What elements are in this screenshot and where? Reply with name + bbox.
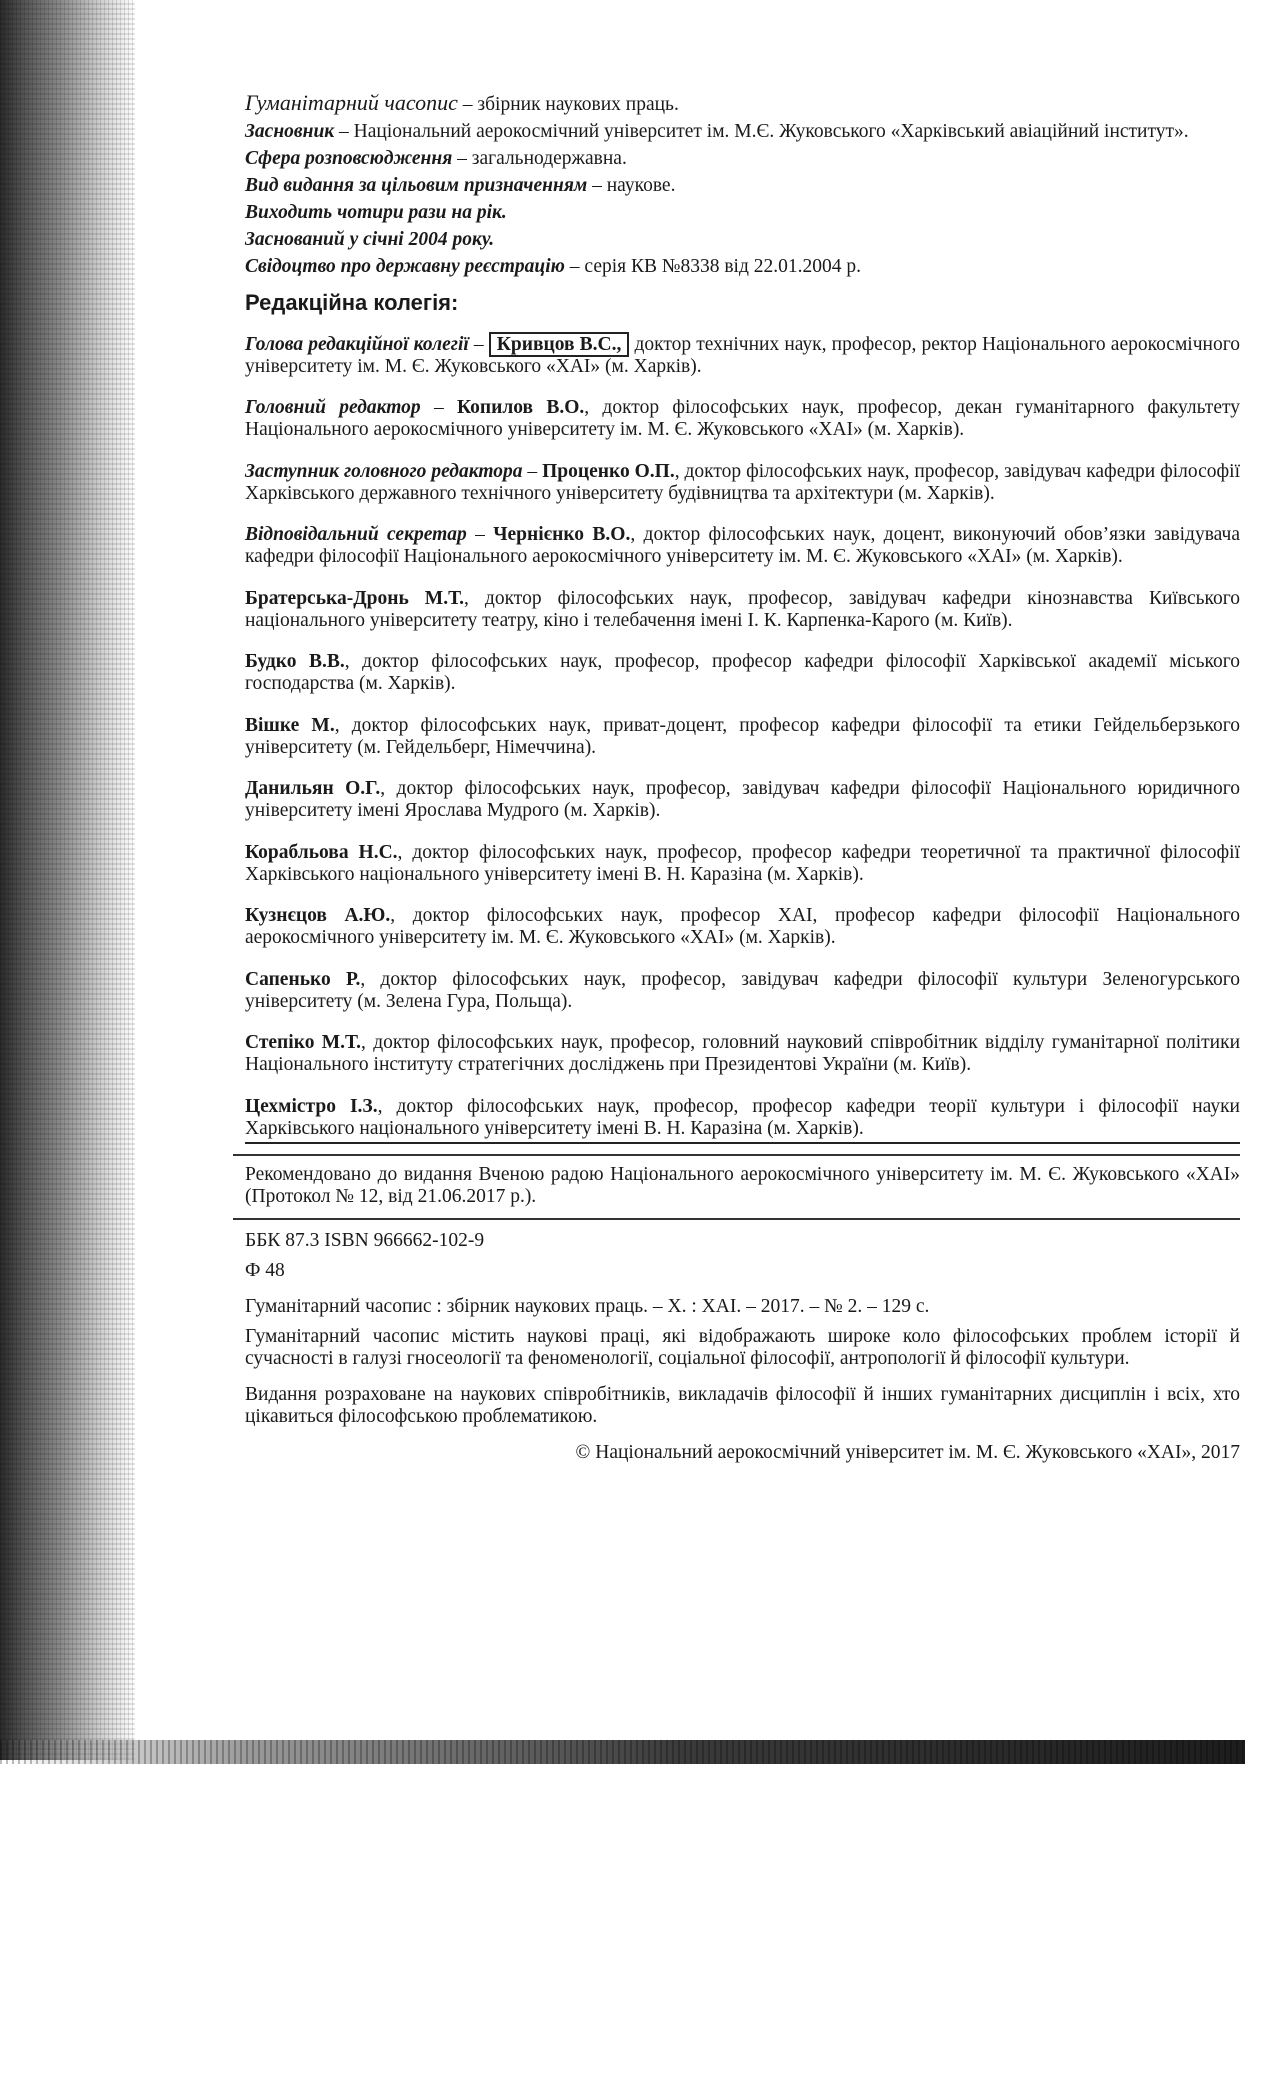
member-name: Кузнєцов А.Ю.: [245, 905, 391, 926]
divider: [233, 1218, 1240, 1220]
founder-line: [245, 121, 1240, 143]
member-name: Вішке М.: [245, 714, 335, 736]
scan-shadow-left: [0, 0, 135, 1760]
member-name: Сапенько Р.: [245, 968, 361, 990]
type-label: Вид видання за цільовим призначенням: [245, 175, 588, 196]
board-member: [245, 969, 1240, 1013]
board-member-deputy: Заступник головного редактора – Проценко О.П., доктор філософських наук, професор, завідувач кафедри філософії Харківського державного технічного університету будівництва та архітектури (м. Харків).: [245, 460, 1241, 504]
founder-text: – Національний аерокосмічний університет ім. М.Є. Жуковського «Харківський авіаційний інститут».: [334, 121, 1189, 142]
board-member: [245, 905, 1240, 949]
journal-desc: – збірник наукових праць.: [457, 94, 679, 115]
certificate-line: [245, 256, 1240, 278]
board-member: [245, 1096, 1240, 1144]
member-name: Чернієнко В.О.: [493, 524, 631, 545]
member-desc: , доктор філософських наук, професор, головний науковий співробітник відділу гуманітарної політики Національного інституту стратегічних досліджень при Президентові України (м. Київ).: [245, 1032, 1240, 1075]
board-member-chair: Голова редакційної колегії – Кривцов В.С., доктор технічних наук, професор, ректор Національного аерокосмічного університету ім. М. Є. Жуковського «ХАІ» (м. Харків).: [245, 333, 1240, 377]
scope-text: – загальнодержавна.: [452, 148, 627, 169]
founder-label: Засновник: [245, 121, 335, 142]
type-text: – наукове.: [587, 175, 676, 196]
member-desc: , доктор філософських наук, професор, професор кафедри теоретичної та практичної філософії Харківського національного університету імені В. Н. Каразіна (м. Харків).: [245, 841, 1241, 885]
board-member: [245, 651, 1240, 695]
member-desc: , доктор філософських наук, професор ХАІ, професор кафедри філософії Національного аерокосмічного університету ім. М. Є. Жуковського «ХАІ» (м. Харків).: [245, 905, 1240, 948]
certificate-label: Свідоцтво про державну реєстрацію: [245, 256, 565, 277]
catalog-info: [245, 1230, 1240, 1282]
member-role: Голова редакційної колегії: [245, 333, 469, 355]
type-line: [245, 175, 1240, 197]
board-title: Редакційна колегія:: [245, 290, 459, 315]
board-member: [245, 778, 1240, 822]
member-name: Будко В.В.: [245, 651, 345, 672]
member-desc: , доктор філософських наук, професор, професор кафедри теорії культури і філософії науки Харківського національного університету імені В. Н. Каразіна (м. Харків).: [245, 1095, 1240, 1139]
member-desc: , доктор філософських наук, доцент, виконуючий обов’язки завідувача кафедри філософії Національного аерокосмічного університету ім. М. Є. Жуковського «ХАІ» (м. Харків).: [245, 524, 1241, 567]
member-desc: , доктор філософських наук, професор, завідувач кафедри філософії Національного юридичного університету імені Ярослава Мудрого (м. Харків).: [245, 778, 1240, 821]
board-member-editor: Головний редактор – Копилов В.О., доктор філософських наук, професор, декан гуманітарного факультету Національного аерокосмічного університету ім. М. Є. Жуковського «ХАІ» (м. Харків).: [245, 397, 1240, 440]
member-name: Братерська-Дронь М.Т.: [245, 587, 465, 609]
member-name: Данильян О.Г.: [245, 778, 381, 799]
member-role: Заступник головного редактора: [245, 460, 523, 482]
journal-title: Гуманітарний часопис: [245, 90, 458, 115]
scope-label: Сфера розповсюдження: [245, 148, 453, 169]
certificate-text: – серія КВ №8338 від 22.01.2004 р.: [564, 256, 862, 277]
member-desc: , доктор філософських наук, професор, декан гуманітарного факультету Національного аерокосмічного університету ім. М. Є. Жуковського «ХАІ» (м. Харків).: [245, 397, 1240, 440]
journal-line: [245, 92, 1240, 116]
member-name: Корабльова Н.С.: [245, 841, 398, 863]
scan-shadow-bottom: [0, 1740, 1245, 1764]
member-role: Головний редактор: [245, 397, 421, 418]
citation-line: Гуманітарний часопис : збірник наукових праць. – Х. : ХАІ. – 2017. – № 2. – 129 с.: [245, 1295, 930, 1317]
divider: [233, 1154, 1240, 1156]
board-list: [245, 334, 1240, 1144]
recommendation-note: Рекомендовано до видання Вченою радою Національного аерокосмічного університету ім. М. Є. Жуковського «ХАІ» (Протокол № 12, від 21.06.2017 р.).: [245, 1163, 1240, 1207]
copyright-line: © Національний аерокосмічний університет ім. М. Є. Жуковського «ХАІ», 2017: [575, 1441, 1240, 1463]
member-desc: , доктор філософських наук, професор, завідувач кафедри філософії культури Зеленогурського університету (м. Зелена Гура, Польща).: [245, 968, 1240, 1012]
udk-code: Ф 48: [245, 1259, 285, 1281]
board-member: [245, 842, 1240, 886]
document-page: [245, 92, 1240, 1464]
member-name-boxed: Кривцов В.С.,: [489, 332, 630, 357]
founded-line: Заснований у січні 2004 року.: [245, 229, 495, 250]
frequency-line: Виходить чотири рази на рік.: [245, 202, 507, 223]
abstract-paragraph: Гуманітарний часопис містить наукові праці, які відображають широке коло філософських проблем історії й сучасності в галузі гносеології та феноменології, соціальної філософії, антропології й філософії культури.: [245, 1325, 1240, 1369]
member-desc: , доктор філософських наук, професор, завідувач кафедри філософії Харківського державного технічного університету будівництва та архітектури (м. Харків).: [245, 460, 1241, 504]
audience-paragraph: Видання розраховане на наукових співробітників, викладачів філософії й інших гуманітарних дисциплін і всіх, хто цікавиться філософською проблематикою.: [245, 1383, 1240, 1427]
board-member: [245, 588, 1240, 632]
member-name: Копилов В.О.: [456, 397, 585, 418]
board-member: [245, 1032, 1240, 1076]
scope-line: [245, 148, 1240, 170]
member-desc: , доктор філософських наук, приват-доцент, професор кафедри філософії та етики Гейдельберзького університету (м. Гейдельберг, Німеччина).: [245, 714, 1240, 758]
board-member: [245, 715, 1240, 759]
bbk-isbn: ББК 87.3 ISBN 966662-102-9: [245, 1229, 485, 1251]
member-desc: доктор технічних наук, професор, ректор Національного аерокосмічного університету ім. М. Є. Жуковського «ХАІ» (м. Харків).: [245, 333, 1240, 377]
member-desc: , доктор філософських наук, професор, професор кафедри філософії Харківської академії міського господарства (м. Харків).: [245, 651, 1240, 694]
board-member-secretary: Відповідальний секретар – Чернієнко В.О., доктор філософських наук, доцент, виконуючий обов’язки завідувача кафедри філософії Національного аерокосмічного університету ім. М. Є. Жуковського «ХАІ» (м. Харків).: [245, 524, 1241, 567]
member-name: Цехмістро І.З.: [245, 1095, 378, 1117]
member-desc: , доктор філософських наук, професор, завідувач кафедри кінознавства Київського національного університету театру, кіно і телебачення імені І. К. Карпенка-Карого (м. Київ).: [245, 587, 1240, 631]
member-name: Проценко О.П.: [542, 460, 675, 482]
member-role: Відповідальний секретар: [245, 524, 467, 545]
member-name: Степіко М.Т.: [245, 1032, 361, 1053]
masthead: [245, 92, 1240, 278]
